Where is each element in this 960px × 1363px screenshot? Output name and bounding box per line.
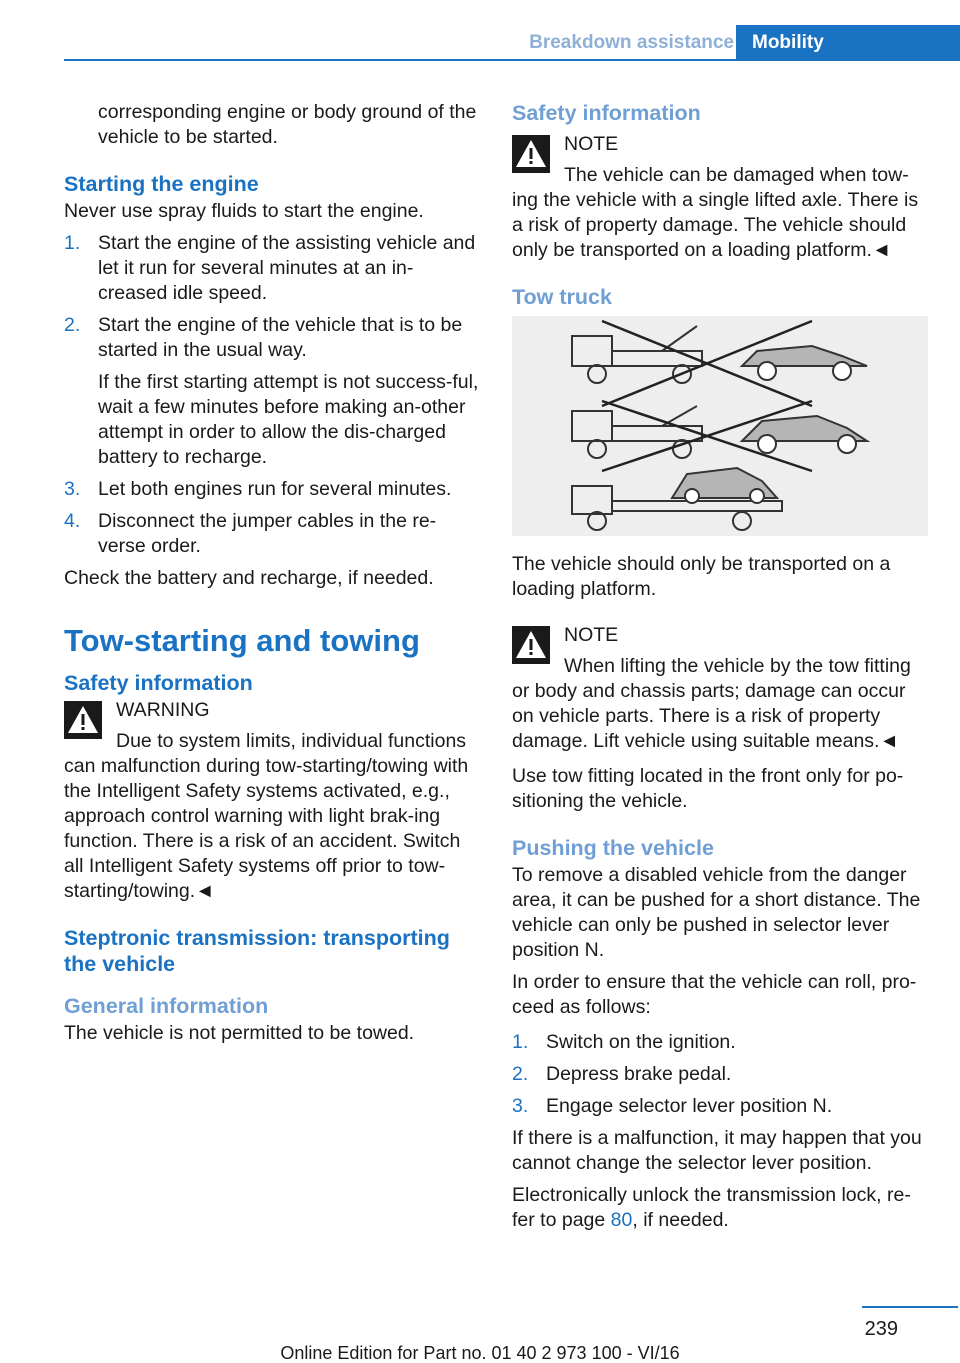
step-number: 2. [64,314,81,336]
tow-starting-heading: Tow-starting and towing [64,623,420,658]
general-information-text: The vehicle is not permitted to be towed. [64,1022,415,1044]
list-item [64,313,482,470]
note-block-1 [512,132,930,157]
warning-triangle-icon [512,135,550,173]
step-number: 3. [512,1095,529,1117]
check-battery-text: Check the battery and recharge, if needed. [64,567,434,589]
safety-information-heading-right: Safety information [512,101,701,125]
page-number: 239 [864,1318,898,1340]
step-number: 2. [512,1063,529,1085]
starting-steps-list [64,231,482,559]
step-text: Start the engine of the vehicle that is to be started in the usual way. [98,314,463,361]
pushing-text: In order to ensure that the vehicle can roll, pro‐ceed as follows: [512,971,917,1018]
safety-information-heading: Safety information [64,671,253,695]
step-text: Disconnect the jumper cables in the re‐verse order. [98,510,437,557]
step-text: Engage selector lever position N. [546,1095,833,1117]
flatbed-truck-illustration [572,468,782,530]
unlock-text-before: Electronically unlock the transmission lock, re‐fer to page [512,1184,911,1231]
malfunction-text: If there is a malfunction, it may happen that you cannot change the selector lever position. [512,1127,922,1174]
step-text: Let both engines run for several minutes. [98,478,452,500]
note-label: NOTE [564,624,619,646]
step-number: 1. [512,1031,529,1053]
page-reference-link[interactable]: 80 [610,1209,633,1231]
step-number: 3. [64,478,81,500]
header-rule [64,59,960,61]
step-number: 4. [64,510,81,532]
list-item [64,509,482,559]
note-block-2 [512,623,930,648]
starting-engine-heading: Starting the engine [64,172,259,196]
step-text: Depress brake pedal. [546,1063,732,1085]
tow-fitting-text: Use tow fitting located in the front only for po‐sitioning the vehicle. [512,765,904,812]
list-item [512,1062,930,1087]
intro-text: corresponding engine or body ground of the vehicle to be started. [98,101,477,148]
list-item [512,1030,930,1055]
warning-text: Due to system limits, individual functions can malfunction during tow-starting/towing with the Intelligent Safety systems activated, e.g., approach control warning with light brak‐ing function. There is a risk of an accident. Switch all Intelligent Safety systems off prior to tow-starting/towing.◄ [64,730,469,902]
step-text: Start the engine of the assisting vehicle and let it run for several minutes at an in‐creased idle speed. [98,232,476,304]
chapter-tab-mobility[interactable]: Mobility [736,25,960,61]
pushing-vehicle-heading: Pushing the vehicle [512,836,714,860]
starting-engine-text: Never use spray fluids to start the engine. [64,200,424,222]
section-tab-breakdown-assistance[interactable]: Breakdown assistance [529,32,734,53]
right-column [512,100,930,1240]
step-extra-text: If the first starting attempt is not success‐ful, wait a few minutes before making an‐other attempt in order to allow the dis‐charged battery to recharge. [98,371,479,468]
warning-triangle-icon [512,626,550,664]
note-text: When lifting the vehicle by the tow fitting or body and chassis parts; damage can occur on vehicle parts. There is a risk of property damage. Lift vehicle using suitable means.◄ [512,655,911,752]
warning-label: WARNING [116,699,210,721]
general-information-heading: General information [64,994,269,1018]
unlock-text [512,1183,930,1233]
warning-triangle-icon [64,701,102,739]
step-text: Switch on the ignition. [546,1031,736,1053]
pushing-steps-list [512,1030,930,1119]
footer-rule [862,1306,958,1308]
pushing-text: To remove a disabled vehicle from the danger area, it can be pushed for a short distance. The vehicle can only be pushed in selector lever position N. [512,864,921,961]
tow-truck-heading: Tow truck [512,285,612,309]
page-header [64,25,960,61]
steptronic-heading: Steptronic transmission: transporting the vehicle [64,926,450,976]
note-text: The vehicle can be damaged when tow‐ing the vehicle with a single lifted axle. There is a risk of property damage. The vehicle should only be transported on a loading platform.◄ [512,164,919,261]
list-item [64,477,482,502]
list-item [512,1094,930,1119]
note-label: NOTE [564,133,619,155]
tow-truck-illustration [512,316,928,536]
figure-caption: The vehicle should only be transported on a loading platform. [512,553,891,600]
step-number: 1. [64,232,81,254]
list-item [64,231,482,306]
truck-lift-illustration [572,326,867,383]
unlock-text-after: , if needed. [632,1209,729,1231]
warning-block [64,698,482,723]
left-column [64,100,482,1053]
edition-note: Online Edition for Part no. 01 40 2 973 100 - VI/16 [280,1343,680,1363]
